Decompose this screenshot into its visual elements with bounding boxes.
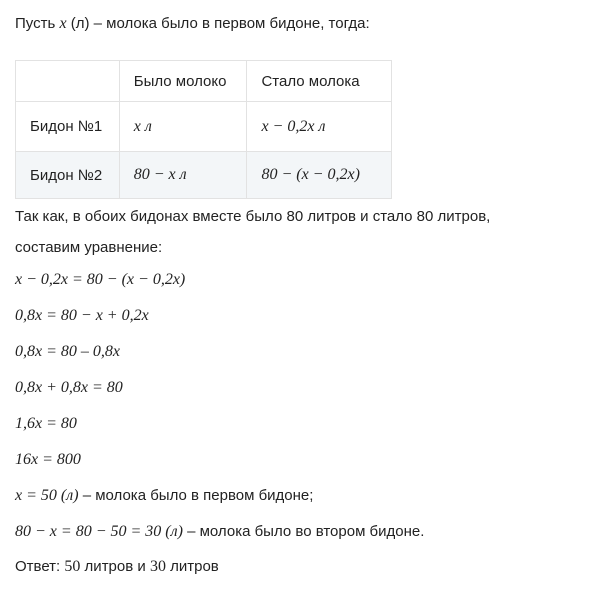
row-was: x л (119, 102, 247, 152)
answer-suffix: литров (165, 558, 219, 575)
equation-1: x − 0,2x = 80 − (x − 0,2x) (15, 271, 186, 288)
result-2 (15, 522, 424, 542)
table-header-cell: Было молоко (119, 61, 247, 102)
equation-5: 1,6x = 80 (15, 415, 77, 432)
intro-pre: Пусть (15, 15, 60, 32)
answer-line (15, 557, 219, 577)
row-became: 80 − (x − 0,2x) (247, 152, 392, 199)
table-header-row (16, 61, 392, 102)
text-line-1: Так как, в обоих бидонах вместе было 80 литров и стало 80 литров, (15, 208, 491, 225)
answer-value-2: 30 (149, 558, 166, 575)
text-line-2: составим уравнение: (15, 239, 163, 256)
table-row (16, 102, 392, 152)
equation-4: 0,8x + 0,8x = 80 (15, 379, 123, 396)
result-1-math: x = 50 (л) (15, 487, 79, 504)
intro-var: x (59, 15, 67, 32)
table-row (16, 152, 392, 199)
row-label: Бидон №2 (16, 152, 120, 199)
answer-mid: литров и (80, 558, 150, 575)
row-became: x − 0,2x л (247, 102, 392, 152)
result-1 (15, 486, 313, 506)
intro-post: (л) – молока было в первом бидоне, тогда: (66, 15, 370, 32)
result-1-text: – молока было в первом бидоне; (78, 487, 314, 504)
row-label: Бидон №1 (16, 102, 120, 152)
table-header-cell: Стало молока (247, 61, 392, 102)
row-was: 80 − x л (119, 152, 247, 199)
equation-2: 0,8x = 80 − x + 0,2x (15, 307, 149, 324)
table-header-cell (16, 61, 120, 102)
answer-prefix: Ответ: (15, 558, 65, 575)
equation-6: 16x = 800 (15, 451, 81, 468)
equation-3: 0,8x = 80 – 0,8x (15, 343, 120, 360)
result-2-text: – молока было во втором бидоне. (182, 523, 425, 540)
intro-line (15, 14, 370, 34)
milk-table (15, 60, 392, 199)
result-2-math: 80 − x = 80 − 50 = 30 (л) (15, 523, 183, 540)
answer-value-1: 50 (64, 558, 81, 575)
